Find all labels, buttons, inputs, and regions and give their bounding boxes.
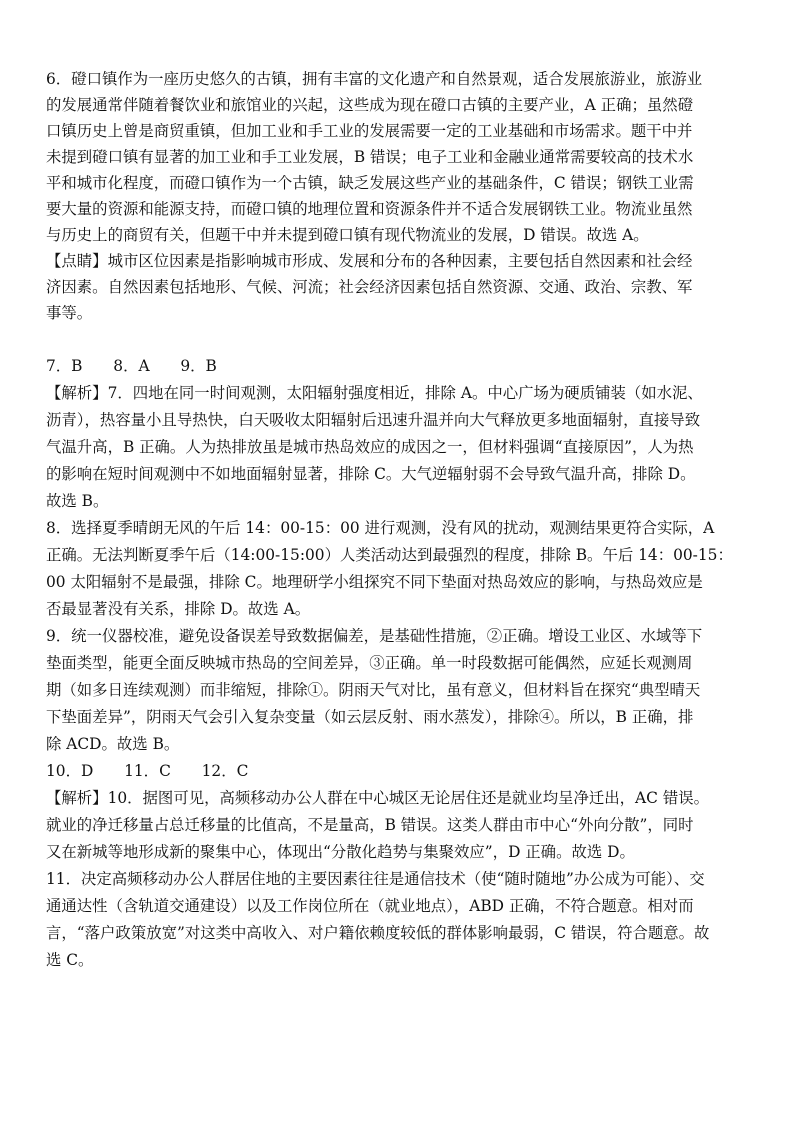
text-line: 下垫面差异”，阴雨天气会引入复杂变量（如云层反射、雨水蒸发），排除④。所以，B 正确，排 [46,708,694,726]
text-line: 故选 B。 [46,492,109,510]
text-line: 期（如多日连续观测）而非缩短，排除①。阴雨天气对比，虽有意义，但材料旨在探究“典型晴天 [46,681,701,699]
text-line: 否最显著没有关系，排除 D。故选 A。 [46,600,311,618]
text-line: 又在新城等地形成新的聚集中心，体现出“分散化趋势与集聚效应”，D 正确。故选 D。 [46,843,635,861]
text-line: 平和城市化程度，而磴口镇作为一个古镇，缺乏发展这些产业的基础条件，C 错误；钢铁工业需 [46,174,694,192]
text-line: 正确。无法判断夏季午后（14:00-15:00）人类活动达到最强烈的程度，排除 B。午后 14：00-15： [46,546,733,564]
text-line: 就业的净迁移量占总迁移量的比值高，不是量高，B 错误。这类人群由市中心“外向分散”，同时 [46,816,694,834]
text-line: 的影响在短时间观测中不如地面辐射显著，排除 C。大气逆辐射弱不会导致气温升高，排除 D。 [46,465,696,483]
text-line: 沥青），热容量小且导热快，白天吸收太阳辐射后迅速升温并向大气释放更多地面辐射，直接导致 [46,411,701,429]
text-line: 事等。 [46,304,93,322]
text-line: 8．选择夏季晴朗无风的午后 14：00-15：00 进行观测，没有风的扰动，观测结果更符合实际，A [46,519,715,537]
text-line: 通通达性（含轨道交通建设）以及工作岗位所在（就业地点），ABD 正确，不符合题意。相对而 [46,897,694,915]
answer-line: 10．D 11．C 12．C [46,762,249,780]
text-line: 言，“落户政策放宽”对这类中高收入、对户籍依赖度较低的群体影响最弱，C 错误，符合题意。故 [46,924,710,942]
text-line: 垫面类型，能更全面反映城市热岛的空间差异，③正确。单一时段数据可能偶然，应延长观测周 [46,654,693,672]
text-line: 的发展通常伴随着餐饮业和旅馆业的兴起，这些成为现在磴口古镇的主要产业，A 正确；虽然磴 [46,96,694,114]
text-line: 【解析】10．据图可见，高频移动办公人群在中心城区无论居住还是就业均呈净迁出，AC 错误。 [46,789,709,807]
text-line: 【点睛】城市区位因素是指影响城市形成、发展和分布的各种因素，主要包括自然因素和社会经 [46,252,693,270]
answer-line: 7．B 8．A 9．B [46,357,217,375]
text-line: 要大量的资源和能源支持，而磴口镇的地理位置和资源条件并不适合发展钢铁工业。物流业虽然 [46,200,693,218]
text-line: 选 C。 [46,951,94,969]
text-line: 【解析】7．四地在同一时间观测，太阳辐射强度相近，排除 A。中心广场为硬质铺装（如水泥、 [46,384,703,402]
text-line: 口镇历史上曾是商贸重镇，但加工业和手工业的发展需要一定的工业基础和市场需求。题干中并 [46,122,693,140]
text-line: 9．统一仪器校准，避免设备误差导致数据偏差，是基础性措施，②正确。增设工业区、水域等下 [46,627,703,645]
text-line: 济因素。自然因素包括地形、气候、河流；社会经济因素包括自然资源、交通、政治、宗教、军 [46,278,693,296]
text-line: 除 ACD。故选 B。 [46,735,180,753]
text-line: 气温升高，B 正确。人为热排放虽是城市热岛效应的成因之一，但材料强调“直接原因”，人为热 [46,438,694,456]
text-line: 与历史上的商贸有关，但题干中并未提到磴口镇有现代物流业的发展，D 错误。故选 A。 [46,226,649,244]
text-line: 未提到磴口镇有显著的加工业和手工业发展，B 错误；电子工业和金融业通常需要较高的技术水 [46,148,694,166]
text-line: 6．磴口镇作为一座历史悠久的古镇，拥有丰富的文化遗产和自然景观，适合发展旅游业，旅游业 [46,70,703,88]
text-line: 11．决定高频移动办公人群居住地的主要因素往往是通信技术（使“随时随地”办公成为可能）、交 [46,870,705,888]
text-line: 00 太阳辐射不是最强，排除 C。地理研学小组探究不同下垫面对热岛效应的影响，与热岛效应是 [46,573,703,591]
